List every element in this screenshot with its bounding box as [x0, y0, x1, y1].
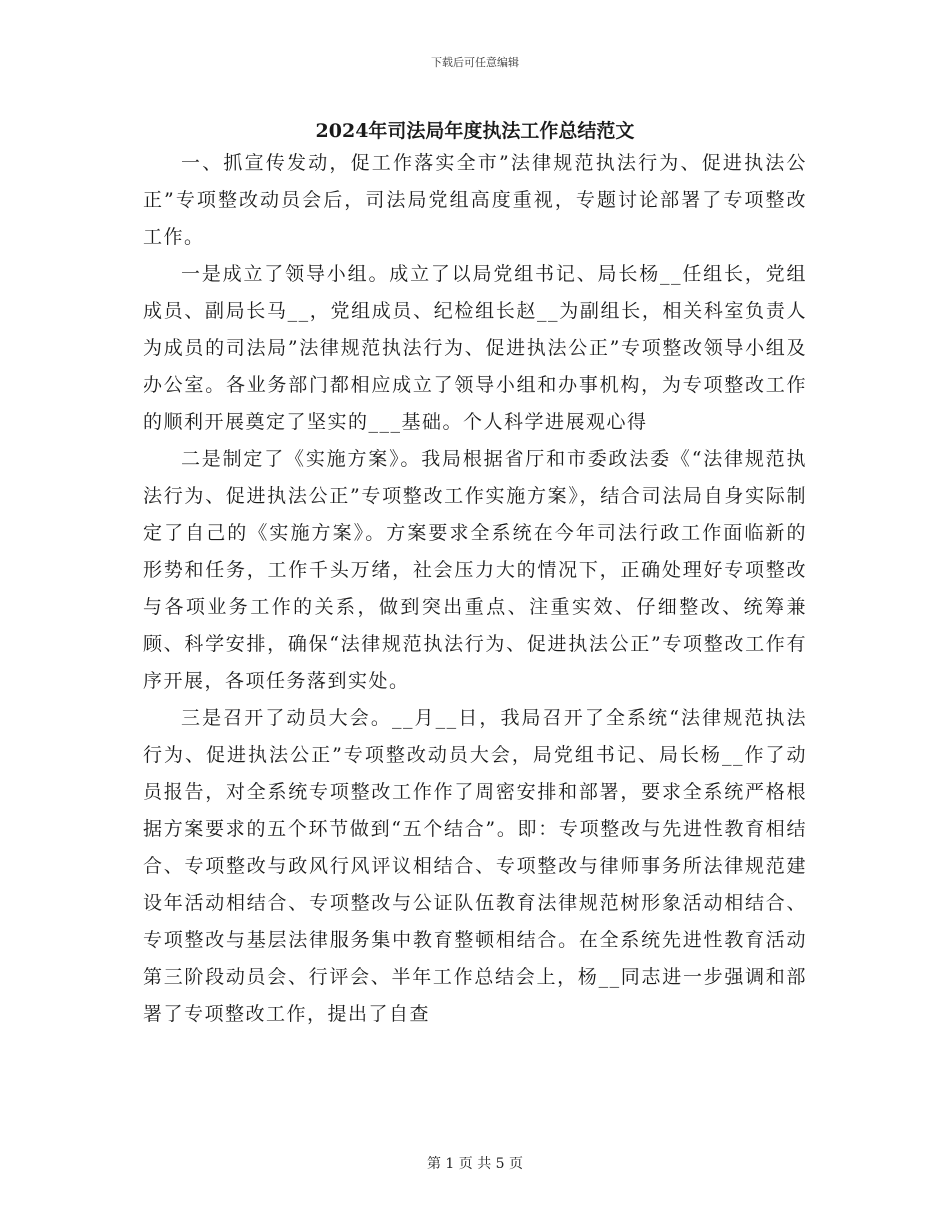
header-note: 下载后可任意编辑 [431, 56, 519, 69]
paragraph-implementation-plan: 二是制定了《实施方案》。我局根据省厅和市委政法委《“法律规范执法行为、促进执法公正”专项整改工作实施方案》，结合司法局自身实际制定了自己的《实施方案》。方案要求全系统在今年司法行政工作面临新的形势和任务，工作千头万绪，社会压力大的情况下，正确处理好专项整改与各项业务工作的关系，做到突出重点、注重实效、仔细整改、统筹兼顾、科学安排，确保“法律规范执法行为、促进执法公正”专项整改工作有序开展，各项任务落到实处。 [143, 448, 807, 692]
page-number: 第 1 页 共 5 页 [426, 1156, 524, 1172]
document-body [143, 145, 807, 1033]
paragraph-mobilization-meeting: 三是召开了动员大会。__月__日，我局召开了全系统“法律规范执法行为、促进执法公正”专项整改动员大会，局党组书记、局长杨__作了动员报告，对全系统专项整改工作作了周密安排和部署，要求全系统严格根据方案要求的五个环节做到“五个结合”。即：专项整改与先进性教育相结合、专项整改与政风行风评议相结合、专项整改与律师事务所法律规范建设年活动相结合、专项整改与公证队伍教育法律规范树形象活动相结合、专项整改与基层法律服务集中教育整顿相结合。在全系统先进性教育活动第三阶段动员会、行评会、半年工作总结会上，杨__同志进一步强调和部署了专项整改工作，提出了自查 [143, 707, 807, 1025]
paragraph-leading-group: 一是成立了领导小组。成立了以局党组书记、局长杨__任组长，党组成员、副局长马__，党组成员、纪检组长赵__为副组长，相关科室负责人为成员的司法局”法律规范执法行为、促进执法公正”专项整改领导小组及办公室。各业务部门都相应成立了领导小组和办事机构，为专项整改工作的顺利开展奠定了坚实的___基础。个人科学进展观心得 [143, 263, 807, 433]
paragraph-intro: 一、抓宣传发动，促工作落实全市”法律规范执法行为、促进执法公正”专项整改动员会后，司法局党组高度重视，专题讨论部署了专项整改工作。 [143, 152, 807, 248]
document-title: 2024年司法局年度执法工作总结范文 [315, 120, 635, 142]
